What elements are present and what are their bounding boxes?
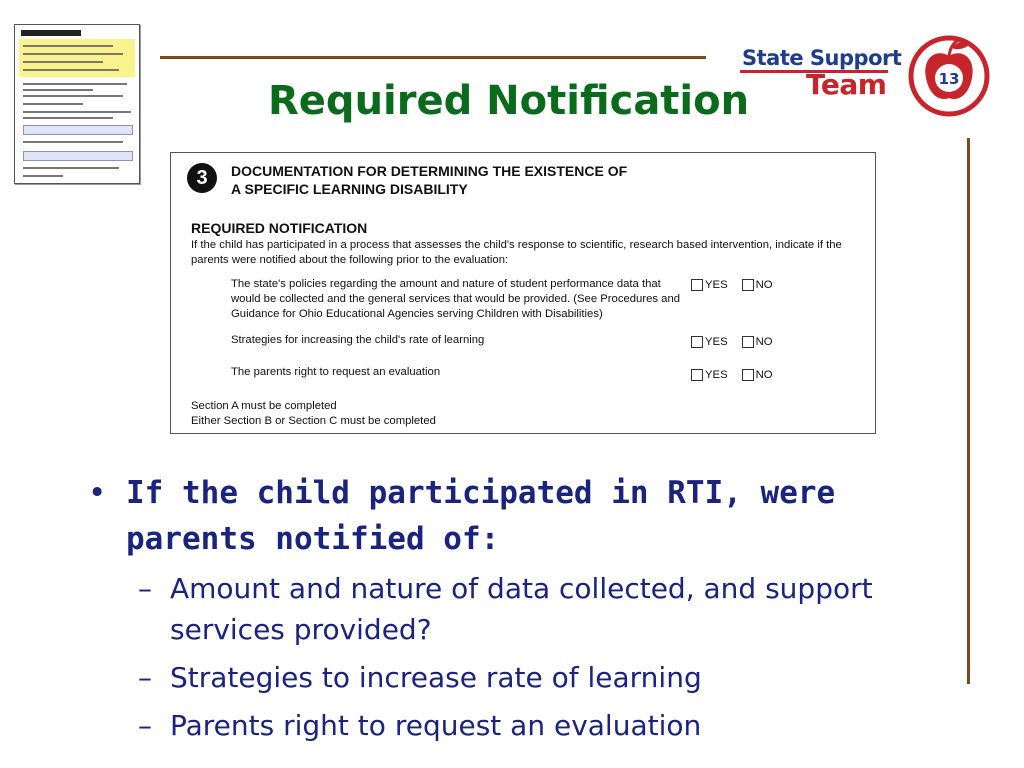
thumbnail-line <box>23 69 119 71</box>
sub-bullet-text: Strategies to increase rate of learning <box>170 661 702 694</box>
sub-bullet-list <box>88 568 948 746</box>
thumbnail-line <box>23 61 103 63</box>
section-title-line1: DOCUMENTATION FOR DETERMINING THE EXISTENCE OF <box>231 163 628 179</box>
section-title <box>231 162 627 198</box>
no-checkbox[interactable] <box>742 279 754 291</box>
section-title-line2: A SPECIFIC LEARNING DISABILITY <box>231 181 468 197</box>
apple-icon <box>906 26 992 118</box>
yes-label: YES <box>705 336 728 348</box>
no-checkbox[interactable] <box>742 336 754 348</box>
no-label: NO <box>755 369 773 381</box>
yes-label: YES <box>705 279 728 291</box>
thumbnail-field <box>23 151 133 161</box>
slide-title: Required Notification <box>268 78 750 124</box>
bullet-glyph: • <box>88 475 107 511</box>
yes-checkbox[interactable] <box>691 279 703 291</box>
dash-glyph: – <box>138 661 152 694</box>
yes-checkbox[interactable] <box>691 369 703 381</box>
sub-bullet <box>138 705 948 746</box>
required-notification-heading: REQUIRED NOTIFICATION <box>191 220 368 236</box>
yes-no-group <box>691 336 773 348</box>
sub-bullet-text: Parents right to request an evaluation <box>170 709 702 742</box>
question-text: The parents right to request an evaluation <box>231 366 441 378</box>
logo-number: 13 <box>938 70 960 88</box>
main-bullet <box>88 470 948 562</box>
logo-line2: Team <box>806 68 887 101</box>
sub-bullet <box>138 657 948 698</box>
thumbnail-line <box>23 117 113 119</box>
main-bullet-text: If the child participated in RTI, were parents notified of: <box>126 475 836 557</box>
footer-line1: Section A must be completed <box>191 400 337 412</box>
section-number-badge: 3 <box>187 163 217 193</box>
dash-glyph: – <box>138 572 152 605</box>
thumbnail-line <box>23 89 93 91</box>
bullet-list <box>88 470 948 753</box>
yes-no-group <box>691 279 773 291</box>
no-checkbox[interactable] <box>742 369 754 381</box>
question-text: The state's policies regarding the amount and nature of student performance data that would be collected and the general services that would be provided. (See Procedures and Guidance for Ohio Educational Agencies serving Children with Disabilities) <box>231 278 681 320</box>
thumbnail-line <box>23 95 123 97</box>
logo-line1: State Support <box>742 46 902 70</box>
thumbnail-line <box>23 83 127 85</box>
sub-bullet <box>138 568 948 650</box>
form-excerpt <box>170 152 876 434</box>
yes-label: YES <box>705 369 728 381</box>
top-divider <box>160 56 706 59</box>
thumbnail-line <box>23 103 83 105</box>
side-divider <box>967 138 970 684</box>
state-support-team-logo <box>738 26 994 118</box>
footer-line2: Either Section B or Section C must be completed <box>191 415 436 427</box>
thumbnail-line <box>23 53 123 55</box>
yes-no-group <box>691 369 773 381</box>
thumbnail-header <box>21 30 81 36</box>
thumbnail-line <box>23 111 131 113</box>
form-footer <box>191 399 436 429</box>
intro-text: If the child has participated in a process that assesses the child's response to scientific, research based intervention, indicate if the parents were notified about the following prior to the evaluation: <box>191 239 842 266</box>
thumbnail-line <box>23 167 119 169</box>
dash-glyph: – <box>138 709 152 742</box>
sub-bullet-text: Amount and nature of data collected, and support services provided? <box>170 572 873 646</box>
thumbnail-field <box>23 125 133 135</box>
question-text: Strategies for increasing the child's rate of learning <box>231 334 485 346</box>
thumbnail-line <box>23 45 113 47</box>
thumbnail-line <box>23 175 63 177</box>
yes-checkbox[interactable] <box>691 336 703 348</box>
thumbnail-line <box>23 141 123 143</box>
no-label: NO <box>755 279 773 291</box>
no-label: NO <box>755 336 773 348</box>
form-thumbnail <box>14 24 140 184</box>
